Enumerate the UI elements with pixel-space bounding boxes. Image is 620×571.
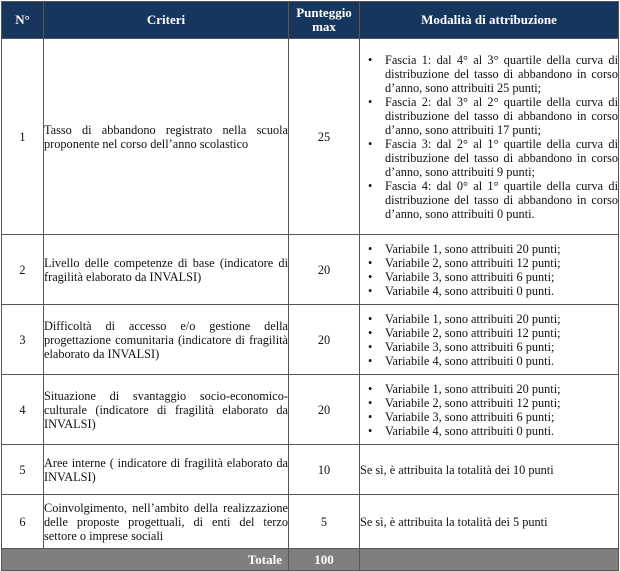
total-value: 100 [289, 549, 360, 571]
row-num: 1 [2, 39, 44, 235]
row-punteggio: 25 [289, 39, 360, 235]
row-modalita [360, 375, 619, 445]
header-modalita: Modalità di attribuzione [360, 2, 619, 39]
bullet-item: • Variabile 2, sono attribuiti 12 punti; [360, 256, 618, 270]
row-num: 3 [2, 305, 44, 375]
header-punteggio [289, 2, 360, 39]
row-num: 6 [2, 495, 44, 549]
bullet-item: • Variabile 1, sono attribuiti 20 punti; [360, 242, 618, 256]
bullet-item: • Fascia 4: dal 0° al 1° quartile della curva di distribuzione del tasso di abbandono in corso d’anno, sono attribuiti 0 punti. [360, 179, 618, 221]
table-row [2, 495, 619, 549]
row-criterio: Tasso di abbandono registrato nella scuola proponente nel corso dell’anno scolastico [44, 39, 289, 235]
row-criterio: Aree interne ( indicatore di fragilità elaborato da INVALSI) [44, 445, 289, 495]
table-header [2, 2, 619, 39]
row-criterio: Livello delle competenze di base (indicatore di fragilità elaborato da INVALSI) [44, 235, 289, 305]
row-punteggio: 5 [289, 495, 360, 549]
header-num: N° [2, 2, 44, 39]
table-row [2, 375, 619, 445]
bullet-item: • Fascia 1: dal 4° al 3° quartile della curva di distribuzione del tasso di abbandono in corso d’anno, sono attribuiti 25 punti; [360, 53, 618, 95]
header-row [2, 2, 619, 39]
row-punteggio: 20 [289, 235, 360, 305]
bullet-item: • Variabile 2, sono attribuiti 12 punti; [360, 326, 618, 340]
header-punteggio-line2: max [312, 19, 336, 34]
row-criterio: Difficoltà di accesso e/o gestione della progettazione comunitaria (indicatore di fragilità elaborato da INVALSI) [44, 305, 289, 375]
row-modalita: Se sì, è attribuita la totalità dei 10 punti [360, 445, 619, 495]
table-row [2, 445, 619, 495]
bullet-list [360, 242, 618, 298]
bullet-item: • Variabile 4, sono attribuiti 0 punti. [360, 354, 618, 368]
row-punteggio: 10 [289, 445, 360, 495]
row-num: 4 [2, 375, 44, 445]
bullet-item: • Variabile 2, sono attribuiti 12 punti; [360, 396, 618, 410]
bullet-item: • Fascia 2: dal 3° al 2° quartile della curva di distribuzione del tasso di abbandono in corso d’anno, sono attribuiti 17 punti; [360, 95, 618, 137]
row-modalita [360, 235, 619, 305]
total-empty-cell [360, 549, 619, 571]
bullet-item: • Fascia 3: dal 2° al 1° quartile della curva di distribuzione del tasso di abbandono in corso d’anno, sono attribuiti 9 punti; [360, 137, 618, 179]
bullet-item: • Variabile 4, sono attribuiti 0 punti. [360, 424, 618, 438]
bullet-item: • Variabile 3, sono attribuiti 6 punti; [360, 270, 618, 284]
table-row [2, 305, 619, 375]
total-row [2, 549, 619, 571]
row-num: 5 [2, 445, 44, 495]
row-modalita [360, 39, 619, 235]
bullet-item: • Variabile 1, sono attribuiti 20 punti; [360, 382, 618, 396]
row-criterio: Situazione di svantaggio socio-economico-culturale (indicatore di fragilità elaborato da INVALSI) [44, 375, 289, 445]
bullet-list [360, 312, 618, 368]
row-num: 2 [2, 235, 44, 305]
bullet-item: • Variabile 3, sono attribuiti 6 punti; [360, 410, 618, 424]
bullet-item: • Variabile 4, sono attribuiti 0 punti. [360, 284, 618, 298]
table-row [2, 235, 619, 305]
bullet-list [360, 53, 618, 221]
criteria-table [1, 1, 619, 571]
bullet-list [360, 382, 618, 438]
bullet-item: • Variabile 3, sono attribuiti 6 punti; [360, 340, 618, 354]
row-modalita [360, 305, 619, 375]
row-punteggio: 20 [289, 375, 360, 445]
header-criteri: Criteri [44, 2, 289, 39]
bullet-item: • Variabile 1, sono attribuiti 20 punti; [360, 312, 618, 326]
total-label: Totale [2, 549, 289, 571]
table-row [2, 39, 619, 235]
row-criterio: Coinvolgimento, nell’ambito della realizzazione delle proposte progettuali, di enti del terzo settore o imprese sociali [44, 495, 289, 549]
row-punteggio: 20 [289, 305, 360, 375]
row-modalita: Se sì, è attribuita la totalità dei 5 punti [360, 495, 619, 549]
header-punteggio-line1: Punteggio [296, 5, 352, 20]
